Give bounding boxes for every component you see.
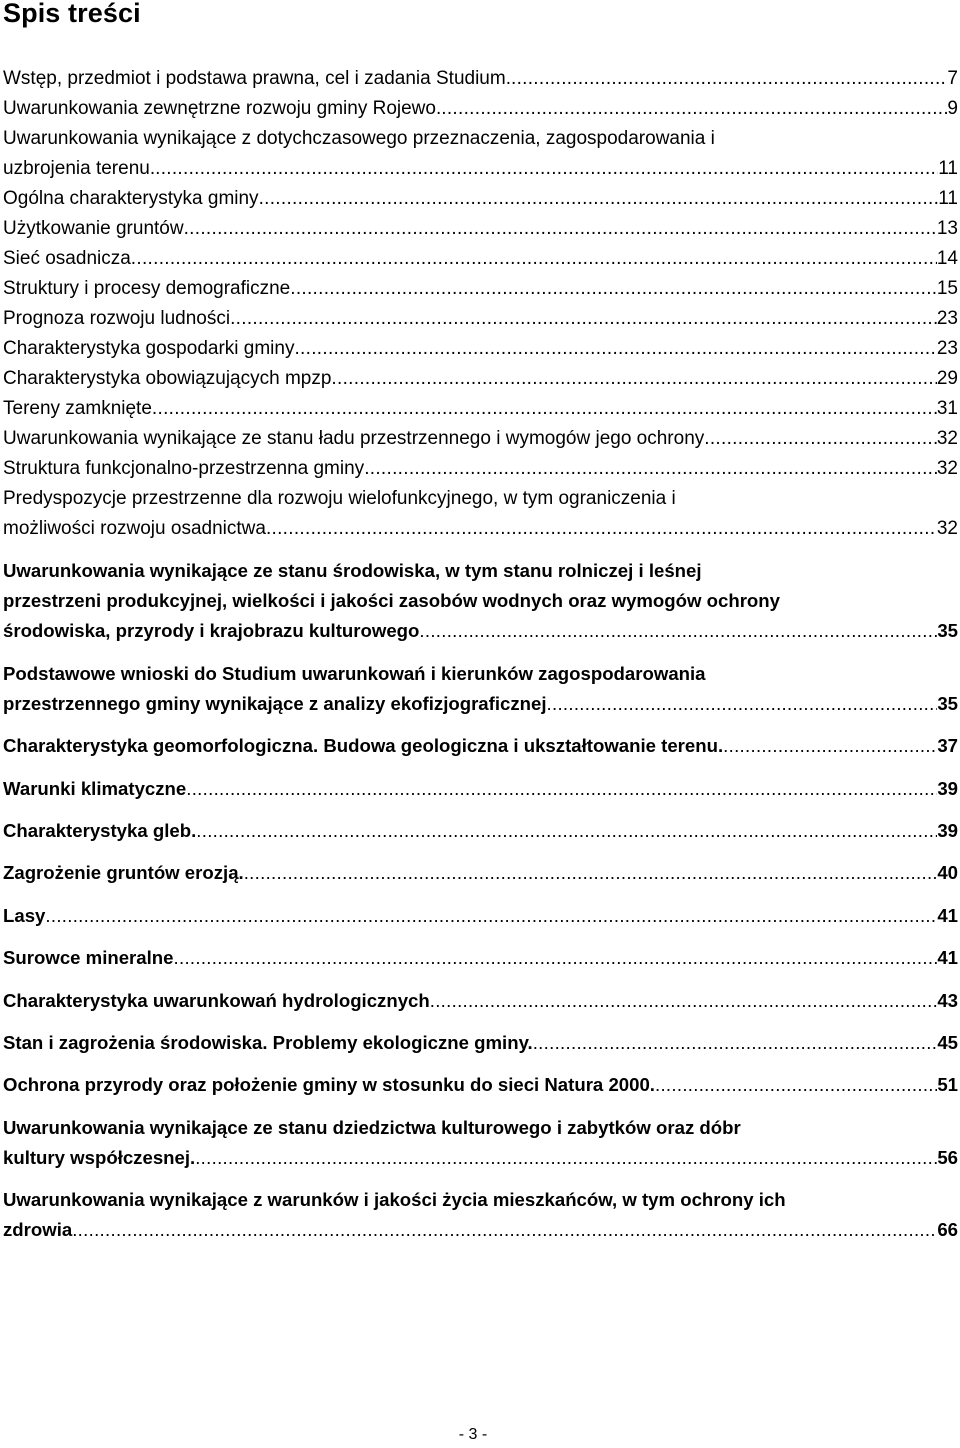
toc-entry-line [3, 586, 958, 616]
toc-entry-line [3, 514, 958, 544]
dot-leader [419, 616, 937, 646]
toc-entry-title: Charakterystyka obowiązujących mpzp [3, 368, 332, 389]
toc-entry-title: Stan i zagrożenia środowiska. Problemy ekologiczne gminy. [3, 1031, 533, 1053]
toc-entry-page-number: 23 [936, 308, 958, 329]
toc-entry-title: Uwarunkowania zewnętrzne rozwoju gminy Rojewo. [3, 98, 442, 119]
toc-entry-title: Ogólna charakterystyka gminy [3, 188, 259, 209]
toc-entry-page-number: 56 [937, 1146, 958, 1168]
dot-leader [266, 514, 937, 544]
toc-entry-title: możliwości rozwoju osadnictwa [3, 518, 266, 539]
dot-leader [184, 214, 937, 244]
toc-entry-line [3, 943, 958, 973]
toc-entry[interactable] [3, 659, 958, 719]
toc-entry-line [3, 64, 958, 94]
toc-entry-line [3, 1185, 958, 1215]
toc-entry-line [3, 124, 958, 154]
toc-entry[interactable] [3, 774, 958, 804]
toc-entry[interactable] [3, 184, 958, 214]
toc-entry-line [3, 1028, 958, 1058]
toc-entry-line [3, 244, 958, 274]
toc-entry[interactable] [3, 943, 958, 973]
toc-entry-line [3, 659, 958, 689]
toc-entry-line [3, 1113, 958, 1143]
toc-entry[interactable] [3, 454, 958, 484]
toc-entry-title: Surowce mineralne [3, 947, 174, 969]
toc-entry-line [3, 1143, 958, 1173]
toc-entry[interactable] [3, 556, 958, 646]
toc-entry-title: Predyspozycje przestrzenne dla rozwoju wielofunkcyjnego, w tym ograniczenia i [3, 488, 676, 509]
toc-entry[interactable] [3, 858, 958, 888]
dot-leader [244, 858, 938, 888]
toc-entry-title: zdrowia [3, 1219, 73, 1241]
toc-entry[interactable] [3, 1113, 958, 1173]
page-number: - 3 - [458, 1426, 488, 1443]
toc-entry-title: przestrzeni produkcyjnej, wielkości i jakości zasobów wodnych oraz wymogów ochrony [3, 590, 780, 612]
toc-entry-title: Prognoza rozwoju ludności [3, 308, 231, 329]
toc-entry[interactable] [3, 274, 958, 304]
dot-leader [259, 184, 939, 214]
dot-leader [533, 1028, 938, 1058]
toc-entry-page-number: 51 [937, 1074, 958, 1096]
toc-entry-line [3, 986, 958, 1016]
toc-entry-title: Ochrona przyrody oraz położenie gminy w stosunku do sieci Natura 2000. [3, 1074, 655, 1096]
toc-entry-line [3, 731, 958, 761]
dot-leader [72, 1215, 937, 1245]
toc-entry-page-number: 35 [937, 620, 958, 642]
toc-entry-title: kultury współczesnej. [3, 1146, 196, 1168]
toc-entry-page-number: 43 [937, 989, 958, 1011]
toc-entry[interactable] [3, 1028, 958, 1058]
dot-leader [195, 1143, 937, 1173]
dot-leader [290, 274, 937, 304]
toc-entry-page-number: 39 [937, 777, 958, 799]
toc-entry-line [3, 94, 958, 124]
dot-leader [45, 901, 937, 931]
toc-entry-line [3, 1215, 958, 1245]
toc-entry[interactable] [3, 94, 958, 124]
toc-entry-title: Struktura funkcjonalno-przestrzenna gminy [3, 458, 365, 479]
toc-entry-page-number: 7 [947, 68, 958, 89]
toc-entry[interactable] [3, 64, 958, 94]
dot-leader [441, 94, 947, 124]
toc-entry-title: Charakterystyka geomorfologiczna. Budowa geologiczna i ukształtowanie terenu. [3, 735, 724, 757]
toc-entry-title: Charakterystyka uwarunkowań hydrologicznych [3, 989, 430, 1011]
toc-entry[interactable] [3, 394, 958, 424]
toc-entry-page-number: 31 [936, 398, 958, 419]
toc-entry-page-number: 37 [937, 735, 958, 757]
dot-leader [331, 364, 936, 394]
toc-entry-line [3, 424, 958, 454]
toc-entry-page-number: 23 [936, 338, 958, 359]
dot-leader [152, 394, 937, 424]
toc-entry[interactable] [3, 901, 958, 931]
toc-entry[interactable] [3, 484, 958, 544]
toc-entry-line [3, 774, 958, 804]
toc-entry-page-number: 41 [937, 904, 958, 926]
toc-heading: Spis treści [3, 0, 141, 28]
dot-leader [196, 816, 937, 846]
toc-entry-title: Wstęp, przedmiot i podstawa prawna, cel i zadania Studium. [3, 68, 511, 89]
toc-entry-page-number: 32 [936, 428, 958, 449]
toc-entry-title: Zagrożenie gruntów erozją. [3, 862, 244, 884]
toc-entry-page-number: 29 [936, 368, 958, 389]
toc-entry-page-number: 15 [936, 278, 958, 299]
toc-entry[interactable] [3, 244, 958, 274]
toc-entry-title: Charakterystyka gospodarki gminy [3, 338, 295, 359]
toc-entry-title: Uwarunkowania wynikające ze stanu dziedzictwa kulturowego i zabytków oraz dóbr [3, 1116, 741, 1138]
toc-entry-page-number: 13 [936, 218, 958, 239]
toc-entry-line [3, 556, 958, 586]
toc-entry[interactable] [3, 304, 958, 334]
dot-leader [430, 986, 938, 1016]
toc-entry[interactable] [3, 364, 958, 394]
toc-entry-line [3, 901, 958, 931]
toc-entry-line [3, 184, 958, 214]
dot-leader [294, 334, 936, 364]
toc-entry[interactable] [3, 334, 958, 364]
toc-entry-title: Uwarunkowania wynikające ze stanu ładu przestrzennego i wymogów jego ochrony [3, 428, 705, 449]
toc-entry-title: Lasy [3, 904, 46, 926]
toc-entry-line [3, 484, 958, 514]
dot-leader [155, 154, 938, 184]
toc-entry-title: Podstawowe wnioski do Studium uwarunkowań i kierunków zagospodarowania [3, 662, 706, 684]
toc-entry-title: uzbrojenia terenu. [3, 158, 156, 179]
toc-entry-line [3, 616, 958, 646]
toc-entry-line [3, 454, 958, 484]
toc-entry[interactable] [3, 1185, 958, 1245]
toc-entry-line [3, 154, 958, 184]
toc-entry-title: Warunki klimatyczne [3, 777, 187, 799]
toc-entry[interactable] [3, 124, 958, 184]
toc-entry-line [3, 858, 958, 888]
toc-entry-line [3, 816, 958, 846]
dot-leader [174, 943, 938, 973]
toc-entry[interactable] [3, 1070, 958, 1100]
toc-entry-page-number: 32 [936, 518, 958, 539]
toc-entry-title: Struktury i procesy demograficzne [3, 278, 291, 299]
toc-entry-line [3, 364, 958, 394]
dot-leader [364, 454, 937, 484]
toc-entry-line [3, 304, 958, 334]
toc-entry-page-number: 11 [938, 158, 958, 179]
toc-entry-line [3, 394, 958, 424]
toc-entry-page-number: 66 [937, 1219, 958, 1241]
toc-entry-title: Tereny zamknięte [3, 398, 152, 419]
toc-entry-page-number: 9 [947, 98, 958, 119]
toc-entry-title: Sieć osadnicza [3, 248, 131, 269]
toc-entry-title: Charakterystyka gleb. [3, 819, 197, 841]
toc-entry[interactable] [3, 731, 958, 761]
toc-entry-page-number: 39 [937, 819, 958, 841]
toc-entry-page-number: 40 [937, 862, 958, 884]
dot-leader [547, 689, 938, 719]
toc-entry-title: Uwarunkowania wynikające z dotychczasowego przeznaczenia, zagospodarowania i [3, 128, 715, 149]
toc-entry-line [3, 689, 958, 719]
toc-entry-page-number: 14 [936, 248, 958, 269]
dot-leader [511, 64, 947, 94]
toc-entry[interactable] [3, 986, 958, 1016]
toc-entry[interactable] [3, 816, 958, 846]
toc-entry-page-number: 11 [938, 188, 958, 209]
dot-leader [704, 424, 937, 454]
toc-entry[interactable] [3, 214, 958, 244]
toc-entry-title: Uwarunkowania wynikające ze stanu środowiska, w tym stanu rolniczej i leśnej [3, 560, 702, 582]
toc-entry-line [3, 214, 958, 244]
toc-entry-page-number: 45 [937, 1031, 958, 1053]
toc-entry-line [3, 334, 958, 364]
dot-leader [230, 304, 937, 334]
toc-entry-title: środowiska, przyrody i krajobrazu kulturowego [3, 620, 420, 642]
toc-entry-page-number: 35 [937, 692, 958, 714]
toc-entry[interactable] [3, 424, 958, 454]
toc-list [3, 64, 958, 1245]
toc-entry-page-number: 32 [936, 458, 958, 479]
dot-leader [723, 731, 937, 761]
dot-leader [186, 774, 937, 804]
toc-entry-title: przestrzennego gminy wynikające z analizy ekofizjograficznej [3, 692, 547, 714]
dot-leader [131, 244, 937, 274]
toc-entry-title: Uwarunkowania wynikające z warunków i jakości życia mieszkańców, w tym ochrony ich [3, 1189, 786, 1211]
toc-entry-title: Użytkowanie gruntów [3, 218, 184, 239]
toc-entry-line [3, 1070, 958, 1100]
toc-entry-page-number: 41 [937, 947, 958, 969]
dot-leader [655, 1070, 937, 1100]
toc-entry-line [3, 274, 958, 304]
